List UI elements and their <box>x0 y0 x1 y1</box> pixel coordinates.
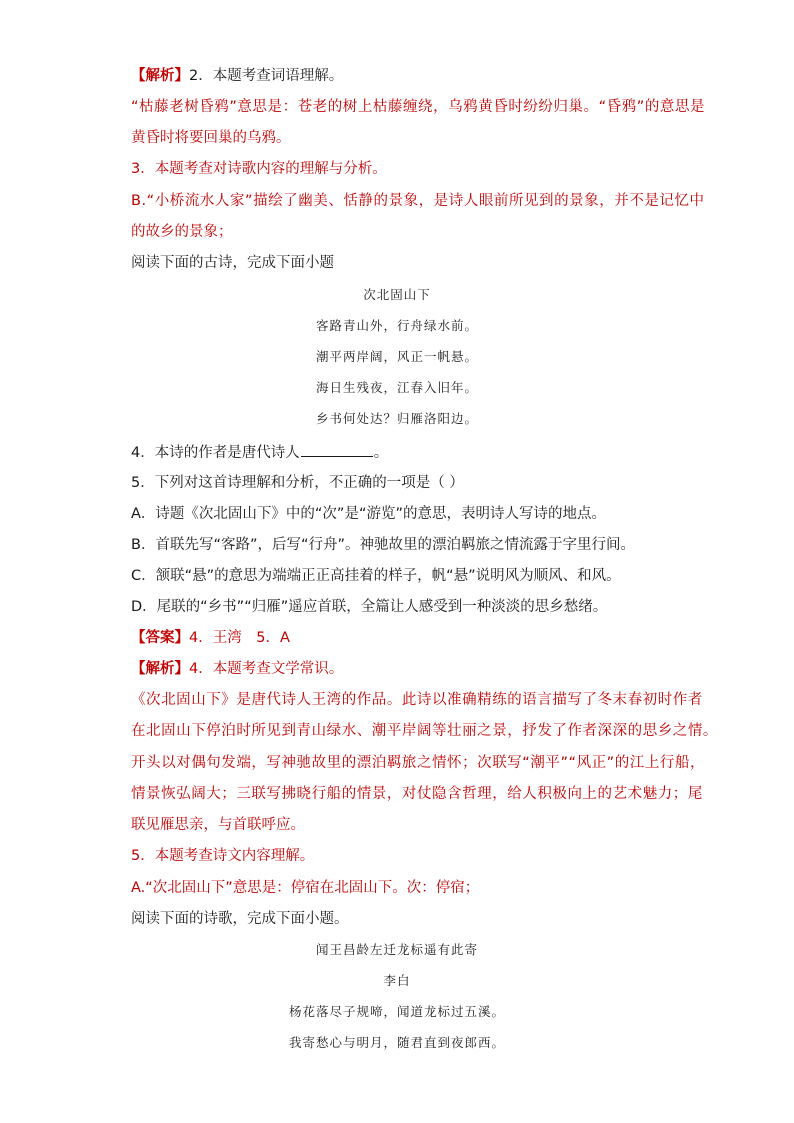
q3-intro: 3．本题考查对诗歌内容的理解与分析。 <box>131 161 387 177</box>
option-b: B．首联先写“客路”，后写“行舟”。神驰故里的漂泊羁旅之情流露于字里行间。 <box>131 537 635 553</box>
poem1-line: 海日生残夜，江春入旧年。 <box>315 380 478 395</box>
question-5-stem: 5．下列对这首诗理解和分析，不正确的一项是（ ） <box>131 475 464 491</box>
reading2-instruction: 阅读下面的诗歌，完成下面小题。 <box>131 911 349 927</box>
answer-tag: 【答案】 <box>131 630 189 646</box>
q4-analysis-line: 在北固山下停泊时所见到青山绿水、潮平岸阔等壮丽之景，抒发了作者深深的思乡之情。 <box>131 723 718 739</box>
poem2-title: 闻王昌龄左迁龙标遥有此寄 <box>315 942 478 957</box>
analysis-heading-1 <box>131 66 671 86</box>
option-d: D．尾联的“乡书”“归雁”遥应首联，全篇让人感受到一种淡淡的思乡愁绪。 <box>131 599 608 615</box>
analysis-heading-2 <box>131 659 671 679</box>
q4-analysis-line: 开头以对偶句发端，写神驰故里的漂泊羁旅之情怀；次联写“潮平”“风正”的江上行船， <box>131 755 706 771</box>
poem1-line: 潮平两岸阔，风正一帆悬。 <box>315 349 478 364</box>
analysis-tag: 【解析】 <box>131 661 189 677</box>
q4-stem: 4．本诗的作者是唐代诗人 <box>131 445 300 461</box>
analysis-tag: 【解析】 <box>131 68 189 84</box>
poem2-line: 我寄愁心与明月，随君直到夜郎西。 <box>288 1035 505 1050</box>
q3-text-line-2: 的故乡的景象； <box>131 224 233 240</box>
q2-text-line-2: 黄昏时将要回巢的乌鸦。 <box>131 130 291 146</box>
answer-text: 4．王湾 5．A <box>189 630 290 646</box>
poem1-title: 次北固山下 <box>363 287 431 302</box>
q4-analysis-line: 联见雁思亲，与首联呼应。 <box>131 817 305 833</box>
q4-end: 。 <box>373 445 389 461</box>
q4-analysis-line: 《次北固山下》是唐代诗人王湾的作品。此诗以准确精练的语言描写了冬末春初时作者 <box>131 692 703 708</box>
poem2-author: 李白 <box>383 973 411 988</box>
answer-blank[interactable] <box>301 442 373 457</box>
poem1-line: 乡书何处达？归雁洛阳边。 <box>315 411 478 426</box>
reading1-instruction: 阅读下面的古诗，完成下面小题 <box>131 255 334 271</box>
option-a: A．诗题《次北固山下》中的“次”是“游览”的意思，表明诗人写诗的地点。 <box>131 506 606 522</box>
q4-analysis-intro: 4．本题考查文学常识。 <box>189 661 344 677</box>
q3-text-line-1: B.“小桥流水人家”描绘了幽美、恬静的景象，是诗人眼前所见到的景象，并不是记忆中 <box>131 193 705 209</box>
question-4 <box>131 442 671 463</box>
answer-line <box>131 628 671 648</box>
q5-analysis-intro: 5．本题考查诗文内容理解。 <box>131 848 315 864</box>
q2-intro: 2．本题考查词语理解。 <box>189 68 344 84</box>
poem1-line: 客路青山外，行舟绿水前。 <box>315 318 478 333</box>
q4-analysis-line: 情景恢弘阔大；三联写拂晓行船的情景，对仗隐含哲理，给人积极向上的艺术魅力；尾 <box>131 786 703 802</box>
q5-analysis-text: A.“次北固山下”意思是：停宿在北固山下。次：停宿； <box>131 880 480 896</box>
option-c: C．颔联“悬”的意思为端端正正高挂着的样子，帆“悬”说明风为顺风、和风。 <box>131 568 621 584</box>
q2-text-line-1: “枯藤老树昏鸦”意思是：苍老的树上枯藤缠绕，乌鸦黄昏时纷纷归巢。“昏鸦”的意思是 <box>131 99 706 115</box>
poem2-line: 杨花落尽子规啼，闻道龙标过五溪。 <box>288 1004 505 1019</box>
